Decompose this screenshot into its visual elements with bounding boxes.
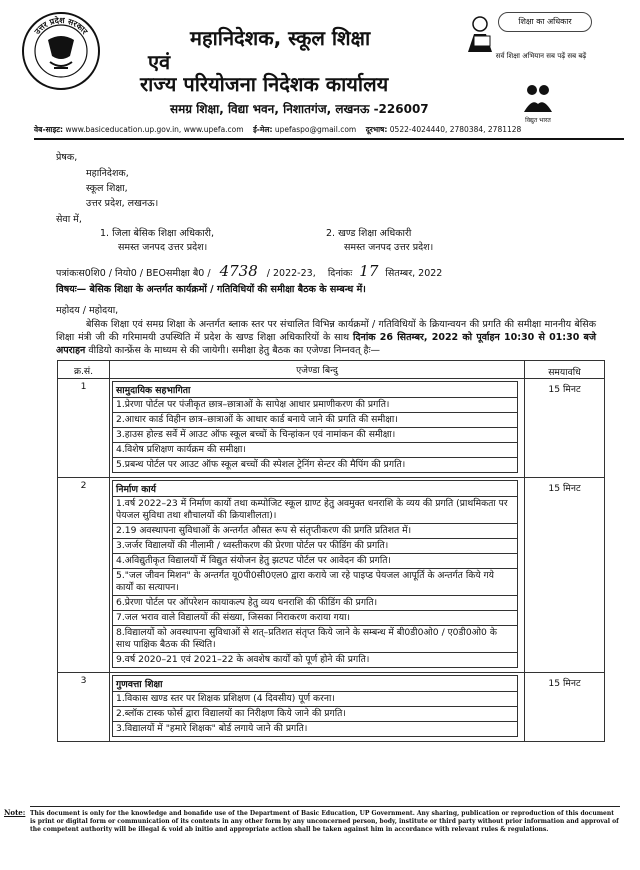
table-row bbox=[58, 379, 605, 478]
phone-value: 0522-4024440, 2780384, 2781128 bbox=[389, 125, 522, 134]
agenda-items bbox=[112, 397, 518, 473]
header-title: महानिदेशक, स्कूल शिक्षा bbox=[190, 26, 371, 50]
list-item: 6.प्रेरणा पोर्टल पर ऑपरेशन कायाकल्प हेतु व्यय धनराशि की फीडिंग की प्रगति। bbox=[113, 596, 517, 611]
row-sn: 1 bbox=[58, 379, 110, 478]
sender-line-1: महानिदेशक, bbox=[86, 168, 129, 179]
ref-number: 4738 bbox=[219, 262, 258, 280]
header-address: समग्र शिक्षा, विद्या भवन, निशातगंज, लखनऊ -226007 bbox=[170, 102, 429, 116]
list-item: 5."जल जीवन मिशन" के अन्तर्गत यू0पी0सी0एल0 द्वारा कराये जा रहे पाइप्ड पेयजल आपूर्ति के अन्तर्गत किये गये कार्यों का सत्यापन। bbox=[113, 569, 517, 596]
ref-year: / 2022-23, bbox=[266, 268, 316, 279]
agenda-items bbox=[112, 496, 518, 668]
list-item: 5.प्रबन्ध पोर्टल पर आउट ऑफ स्कूल बच्चों की स्पेशल ट्रेनिंग सेन्टर की मैपिंग की प्रगति। bbox=[116, 459, 406, 470]
ssa-label: विद्युत भारत bbox=[525, 117, 551, 124]
row-sn: 3 bbox=[58, 673, 110, 742]
list-item: 2.ब्लॉक टास्क फोर्स द्वारा विद्यालयों का निरीक्षण किये जाने की प्रगति। bbox=[113, 707, 517, 722]
sender-label: प्रेषक, bbox=[56, 152, 78, 163]
header-and: एवं bbox=[148, 50, 171, 74]
row-agenda bbox=[110, 673, 525, 742]
list-item: 4.विशेष प्रशिक्षण कार्यक्रम की समीक्षा। bbox=[113, 443, 517, 458]
list-item: 1.विकास खण्ड स्तर पर शिक्षक प्रशिक्षण (4 दिवसीय) पूर्ण करना। bbox=[113, 692, 517, 707]
body-part-1: बेसिक शिक्षा एवं समग्र शिक्षा के अन्तर्गत ब्लाक स्तर पर संचालित विभिन्न कार्यक्रमों / गतिविधियों के क्रियान्वयन की प्रगति की समीक्षा माननीय बेसिक शिक्षा मंत्री जी की गरिमामयी उपस्थिति में प्रदेश के खण्ड शिक्षा अधिकारियों के साथ bbox=[56, 319, 596, 343]
agenda-table bbox=[57, 360, 605, 742]
table-header-row bbox=[58, 361, 605, 379]
subject-line: विषयः— बेसिक शिक्षा के अन्तर्गत कार्यक्रमों / गतिविधियों की समीक्षा बैठक के सम्बन्ध में। bbox=[56, 284, 366, 295]
section-title: निर्माण कार्य bbox=[112, 480, 518, 496]
phone-label: दूरभाष: bbox=[365, 125, 388, 134]
section-title: गुणवत्ता शिक्षा bbox=[112, 675, 518, 691]
emblem-text: उत्तर प्रदेश सरकार bbox=[32, 15, 90, 37]
sender-line-2: स्कूल शिक्षा, bbox=[86, 183, 128, 194]
list-item: 1.वर्ष 2022–23 में निर्माण कार्यो तथा कम्पोजिट स्कूल ग्राण्ट हेतु अवमुक्त धनराशि के व्यय की प्रगति (प्राथमिकता पर पेयजल सुविधा तथा शौचालयों की क्रियाशीलता)। bbox=[113, 497, 517, 524]
row-agenda bbox=[110, 379, 525, 478]
recipient-2-line-2: समस्त जनपद उत्तर प्रदेश। bbox=[344, 242, 434, 253]
header-agenda: एजेण्डा बिन्दु bbox=[110, 361, 525, 379]
list-item: 4.अविद्युतीकृत विद्यालयों में विद्युत संयोजन हेतु झटपट पोर्टल पर आवेदन की प्रगति। bbox=[113, 554, 517, 569]
row-sn: 2 bbox=[58, 478, 110, 673]
rte-slogan: सर्व शिक्षा अभियान सब पढ़ें सब बढ़ें bbox=[495, 52, 587, 60]
recipient-1-line-1: 1. जिला बेसिक शिक्षा अधिकारी, bbox=[100, 228, 215, 239]
rte-badge: शिक्षा का अधिकार bbox=[498, 12, 592, 32]
email-label: ई-मेल: bbox=[253, 125, 273, 134]
email-value: upefaspo@gmail.com bbox=[274, 125, 357, 134]
list-item: 2.19 अवस्थापना सुविधाओं के अन्तर्गत औसत रूप से संतृप्तीकरण की प्रगति प्रतिशत में। bbox=[113, 524, 517, 539]
header-time: समयावधि bbox=[525, 361, 605, 379]
salutation: महोदय / महोदया, bbox=[56, 305, 119, 316]
child-reading-icon bbox=[460, 14, 500, 54]
recipient-1-line-2: समस्त जनपद उत्तर प्रदेश। bbox=[118, 242, 208, 253]
row-time: 15 मिनट bbox=[525, 673, 605, 742]
list-item: 1.प्रेरणा पोर्टल पर पंजीकृत छात्र–छात्राओं के सापेक्ष आधार प्रमाणीकरण की प्रगति। bbox=[113, 398, 517, 413]
list-item: 3.जर्जर विद्यालयों की नीलामी / ध्वस्तीकरण की प्रेरणा पोर्टल पर फीडिंग की प्रगति। bbox=[113, 539, 517, 554]
ssa-logo bbox=[502, 82, 574, 124]
up-government-emblem bbox=[20, 10, 102, 92]
table-row bbox=[58, 478, 605, 673]
body-meeting-time: दिनांक 26 सितम्बर, 2022 को पूर्वाहन 10:30 से 01:30 बजे अपराहन bbox=[56, 332, 596, 356]
rte-logo bbox=[456, 10, 612, 78]
note-label: Note: bbox=[4, 808, 26, 817]
list-item: 7.जल भराव वाले विद्यालयों की संख्या, जिसका निराकरण कराया गया। bbox=[113, 611, 517, 626]
header-sn: क्र.सं. bbox=[58, 361, 110, 379]
sender-line-3: उत्तर प्रदेश, लखनऊ। bbox=[86, 198, 159, 209]
to-label: सेवा में, bbox=[56, 214, 82, 225]
body-part-2: वीडियो कान्फ्रेंस के माध्यम से की जायेगी। समीक्षा हेतु बैठक का एजेण्डा निम्नवत् हैः— bbox=[85, 345, 380, 356]
row-time: 15 मिनट bbox=[525, 478, 605, 673]
date-rest: सितम्बर, 2022 bbox=[385, 268, 443, 279]
body-paragraph bbox=[56, 318, 596, 357]
list-item: 2.आधार कार्ड विहीन छात्र–छात्राओं के आधार कार्ड बनाये जाने की प्रगति की समीक्षा। bbox=[113, 413, 517, 428]
agenda-items bbox=[112, 691, 518, 737]
recipient-2-line-1: 2. खण्ड शिक्षा अधिकारी bbox=[326, 228, 412, 239]
ref-prefix: पत्रांकःस0शि0 / नियो0 / BEOसमीक्षा बै0 / bbox=[56, 268, 211, 279]
contact-bar bbox=[34, 125, 624, 140]
list-item: 3.विद्यालयों में "हमारे शिक्षक" बोर्ड लगाये जाने की प्रगति। bbox=[116, 723, 308, 734]
list-item: 8.विद्यालयों को अवस्थापना सुविधाओं से शत्–प्रतिशत संतृप्त किये जाने के सम्बन्ध में बी0डी0ओ0 / ए0डी0ओ0 के साथ पाक्षिक बैठक की स्थिति। bbox=[113, 626, 517, 653]
table-row bbox=[58, 673, 605, 742]
row-agenda bbox=[110, 478, 525, 673]
section-title: सामुदायिक सहभागिता bbox=[112, 381, 518, 397]
list-item: 3.हाउस होल्ड सर्वे में आउट ऑफ स्कूल बच्चों के चिन्हांकन एवं नामांकन की समीक्षा। bbox=[113, 428, 517, 443]
header-office: राज्य परियोजना निदेशक कार्यालय bbox=[140, 72, 389, 96]
date-label: दिनांकः bbox=[327, 268, 353, 279]
list-item: 9.वर्ष 2020–21 एवं 2021–22 के अवशेष कार्यों को पूर्ण होने की प्रगति। bbox=[116, 654, 370, 665]
reference-line bbox=[56, 262, 442, 280]
row-time: 15 मिनट bbox=[525, 379, 605, 478]
date-day: 17 bbox=[359, 262, 379, 280]
web-label: वेब-साइट: bbox=[34, 125, 64, 134]
web-value: www.basiceducation.up.gov.in, www.upefa.com bbox=[65, 125, 244, 134]
footer-note: This document is only for the knowledge and bonafide use of the Department of Basic Education, UP Government. Any sharing, publication or reproduction of this document is print or digital form or communication of its contents in any other form by any unconcerned person, body, institute or third party without prior information and approval of the competent authority will be illegal & void ab initio and appropriate action shall be taken against him in accordance with relevant rules & regulations. bbox=[30, 806, 620, 834]
learning-icon bbox=[520, 82, 556, 114]
